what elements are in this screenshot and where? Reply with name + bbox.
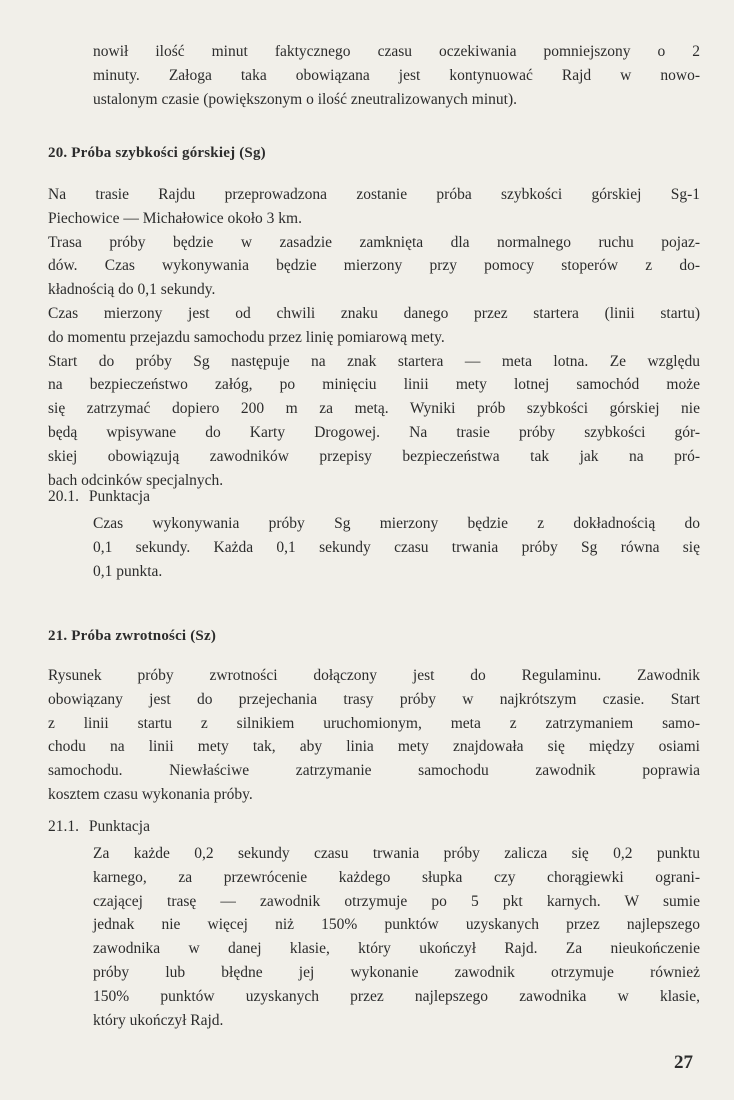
text-line: 0,1 punkta. [93, 562, 163, 580]
text-line: zawodnika w danej klasie, który ukończył Rajd. Za nieukończenie [93, 940, 700, 958]
text-line: Start do próby Sg następuje na znak startera — meta lotna. Ze względu [48, 352, 700, 370]
intro-paragraph [93, 40, 700, 111]
subsection-number: 21.1. [48, 818, 79, 835]
text-line: kładnością do 0,1 sekundy. [48, 281, 216, 299]
text-line: karnego, za przewrócenie każdego słupka czy chorągiewki ograni- [93, 868, 700, 886]
text-line: się zatrzymać dopiero 200 m za metą. Wyniki prób szybkości górskiej nie [48, 400, 700, 418]
text-line: będą wpisywane do Karty Drogowej. Na trasie próby szybkości gór- [48, 423, 700, 441]
subsection-number: 20.1. [48, 488, 79, 505]
text-line: do momentu przejazdu samochodu przez linię pomiarową mety. [48, 328, 445, 346]
text-line: minuty. Załoga taka obowiązana jest kontynuować Rajd w nowo- [93, 66, 700, 84]
subsection-20-1-number [48, 488, 150, 506]
text-line: czającej trasę — zawodnik otrzymuje po 5 pkt karnych. W sumie [93, 892, 700, 910]
text-line: jednak nie więcej niż 150% punktów uzyskanych przez najlepszego [93, 916, 700, 934]
section-21-heading: 21. Próba zwrotności (Sz) [48, 628, 217, 644]
page-number: 27 [674, 1052, 693, 1073]
subsection-title: Punktacja [88, 818, 150, 835]
text-line: chodu na linii mety tak, aby linia mety znajdowała się między osiami [48, 738, 700, 756]
text-line: 150% punktów uzyskanych przez najlepszego zawodnika w klasie, [93, 987, 700, 1005]
text-line: samochodu. Niewłaściwe zatrzymanie samochodu zawodnik poprawia [48, 762, 700, 780]
text-line: nowił ilość minut faktycznego czasu oczekiwania pomniejszony o 2 [93, 43, 700, 60]
section-20-heading: 20. Próba szybkości górskiej (Sg) [48, 145, 266, 161]
text-line: z linii startu z silnikiem uruchomionym, meta z zatrzymaniem samo- [48, 714, 700, 732]
text-line: Czas mierzony jest od chwili znaku danego przez startera (linii startu) [48, 304, 700, 322]
section-21-body [48, 664, 700, 807]
text-line: skiej obowiązują zawodników przepisy bezpieczeństwa tak jak na pró- [48, 447, 700, 465]
subsection-21-1-body [93, 842, 700, 1032]
text-line: na bezpieczeństwo załóg, po minięciu linii mety lotnej samochód może [48, 376, 700, 394]
text-line: dów. Czas wykonywania będzie mierzony przy pomocy stoperów z do- [48, 257, 700, 275]
text-line: próby lub błędne jej wykonanie zawodnik otrzymuje również [93, 963, 700, 981]
subsection-21-1-number [48, 818, 150, 836]
text-line: bach odcinków specjalnych. [48, 471, 224, 489]
text-line: Rysunek próby zwrotności dołączony jest do Regulaminu. Zawodnik [48, 667, 700, 684]
subsection-title: Punktacja [88, 488, 150, 505]
text-line: obowiązany jest do przejechania trasy próby w najkrótszym czasie. Start [48, 690, 700, 708]
subsection-20-1-body [93, 512, 700, 583]
section-20-body [48, 183, 700, 492]
text-line: Czas wykonywania próby Sg mierzony będzie z dokładnością do [93, 515, 700, 532]
text-line: kosztem czasu wykonania próby. [48, 785, 253, 803]
text-line: Trasa próby będzie w zasadzie zamknięta dla normalnego ruchu pojaz- [48, 233, 700, 251]
text-line: który ukończył Rajd. [93, 1011, 224, 1029]
text-line: 0,1 sekundy. Każda 0,1 sekundy czasu trwania próby Sg równa się [93, 538, 700, 556]
text-line: Na trasie Rajdu przeprowadzona zostanie próba szybkości górskiej Sg-1 [48, 186, 700, 203]
text-line: Piechowice — Michałowice około 3 km. [48, 209, 302, 227]
text-line: ustalonym czasie (powiększonym o ilość zneutralizowanych minut). [93, 90, 517, 108]
text-line: Za każde 0,2 sekundy czasu trwania próby zalicza się 0,2 punktu [93, 845, 700, 862]
